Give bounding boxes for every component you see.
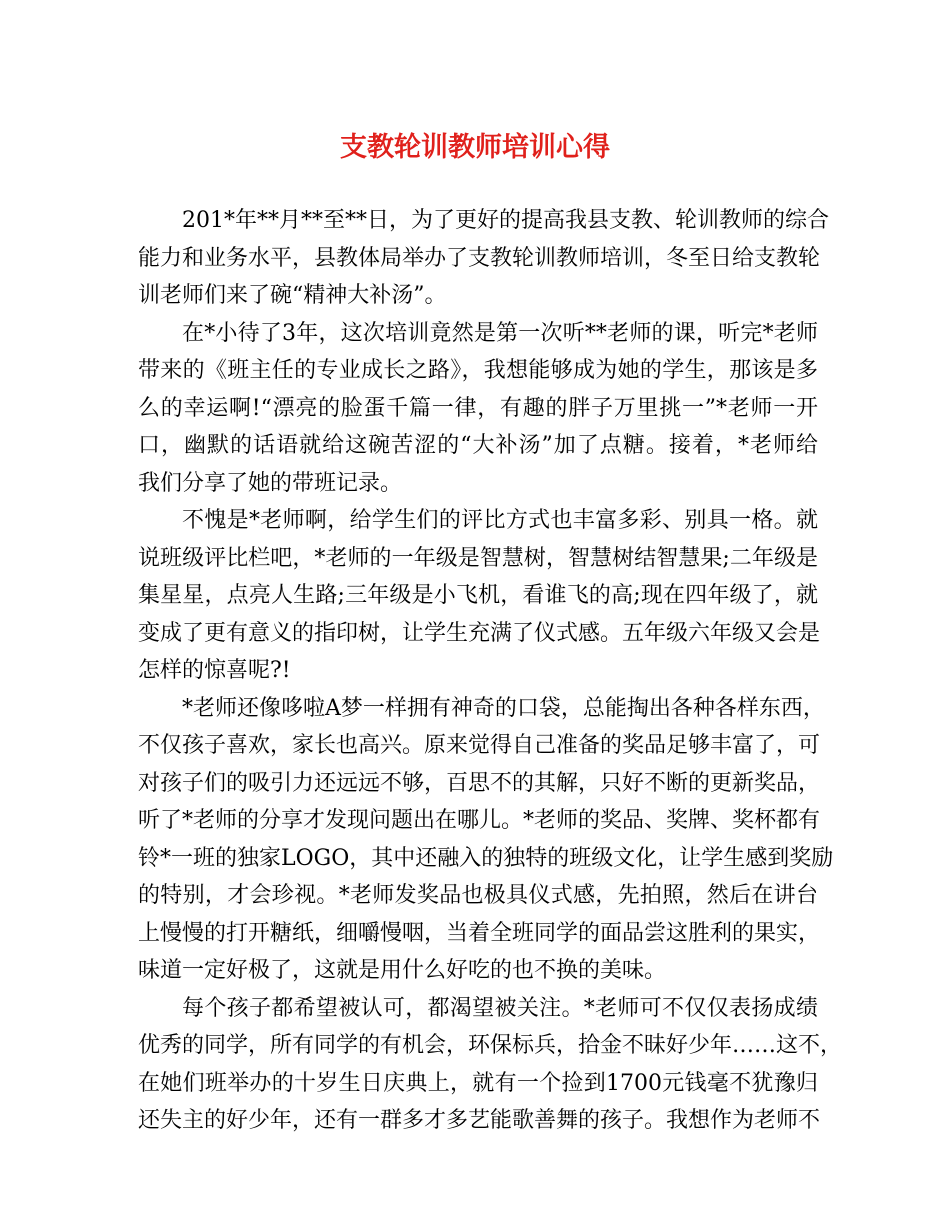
- paragraph-line: 听了*老师的分享才发现问题出在哪儿。*老师的奖品、奖牌、奖杯都有: [138, 808, 821, 833]
- paragraph-line: 铃*一班的独家LOGO，其中还融入的独特的班级文化，让学生感到奖励: [138, 845, 834, 871]
- paragraph-line: 口，幽默的话语就给这碗苦涩的“大补汤”加了点糖。接着，*老师给: [138, 433, 818, 458]
- paragraph-line: 每个孩子都希望被认可，都渴望被关注。*老师可不仅仅表扬成绩: [182, 995, 818, 1021]
- document-body: [138, 202, 843, 1140]
- paragraph-line: 不仅孩子喜欢，家长也高兴。原来觉得自己准备的奖品足够丰富了，可: [138, 733, 821, 758]
- paragraph-line: 在*小待了3年，这次培训竟然是第一次听**老师的课，听完*老师: [182, 320, 818, 346]
- paragraph-3: [138, 502, 821, 690]
- paragraph-line: 能力和业务水平，县教体局举办了支教轮训教师培训，冬至日给支教轮: [138, 245, 821, 271]
- paragraph-line: 201*年**月**至**日，为了更好的提高我县支教、轮训教师的综合: [182, 208, 829, 233]
- paragraph-1: [138, 202, 829, 315]
- paragraph-2: [138, 315, 818, 503]
- paragraph-line: 么的幸运啊!“漂亮的脸蛋千篇一律，有趣的胖子万里挑一”*老师一开: [138, 395, 818, 421]
- paragraph-4: [138, 690, 834, 990]
- paragraph-line: 还失主的好少年，还有一群多才多艺能歌善舞的孩子。我想作为老师不: [138, 1108, 821, 1133]
- paragraph-5: [138, 990, 843, 1140]
- paragraph-line: *老师还像哆啦A梦一样拥有神奇的口袋，总能掏出各种各样东西，: [182, 695, 825, 721]
- paragraph-line: 上慢慢的打开糖纸，细嚼慢咽，当着全班同学的面品尝这胜利的果实，: [138, 920, 821, 946]
- paragraph-line: 怎样的惊喜呢?!: [138, 658, 291, 683]
- document-title: 支教轮训教师培训心得: [340, 132, 610, 163]
- paragraph-line: 味道一定好极了，这就是用什么好吃的也不换的美味。: [138, 958, 667, 983]
- paragraph-line: 变成了更有意义的指印树，让学生充满了仪式感。五年级六年级又会是: [138, 620, 821, 646]
- paragraph-line: 优秀的同学，所有同学的有机会，环保标兵，拾金不昧好少年……这不，: [138, 1033, 843, 1058]
- paragraph-line: 说班级评比栏吧，*老师的一年级是智慧树，智慧树结智慧果;二年级是: [138, 545, 818, 571]
- paragraph-line: 对孩子们的吸引力还远远不够，百思不的其解，只好不断的更新奖品，: [138, 770, 821, 796]
- paragraph-line: 集星星，点亮人生路;三年级是小飞机，看谁飞的高;现在四年级了，就: [138, 583, 818, 608]
- paragraph-line: 带来的《班主任的专业成长之路》，我想能够成为她的学生，那该是多: [138, 358, 818, 383]
- paragraph-line: 的特别，才会珍视。*老师发奖品也极具仪式感，先拍照，然后在讲台: [138, 883, 818, 908]
- paragraph-line: 在她们班举办的十岁生日庆典上，就有一个捡到1700元钱毫不犹豫归: [138, 1070, 818, 1096]
- paragraph-line: 训老师们来了碗“精神大补汤”。: [138, 283, 447, 308]
- paragraph-line: 不愧是*老师啊，给学生们的评比方式也丰富多彩、别具一格。就: [182, 508, 818, 533]
- paragraph-line: 我们分享了她的带班记录。: [138, 470, 403, 496]
